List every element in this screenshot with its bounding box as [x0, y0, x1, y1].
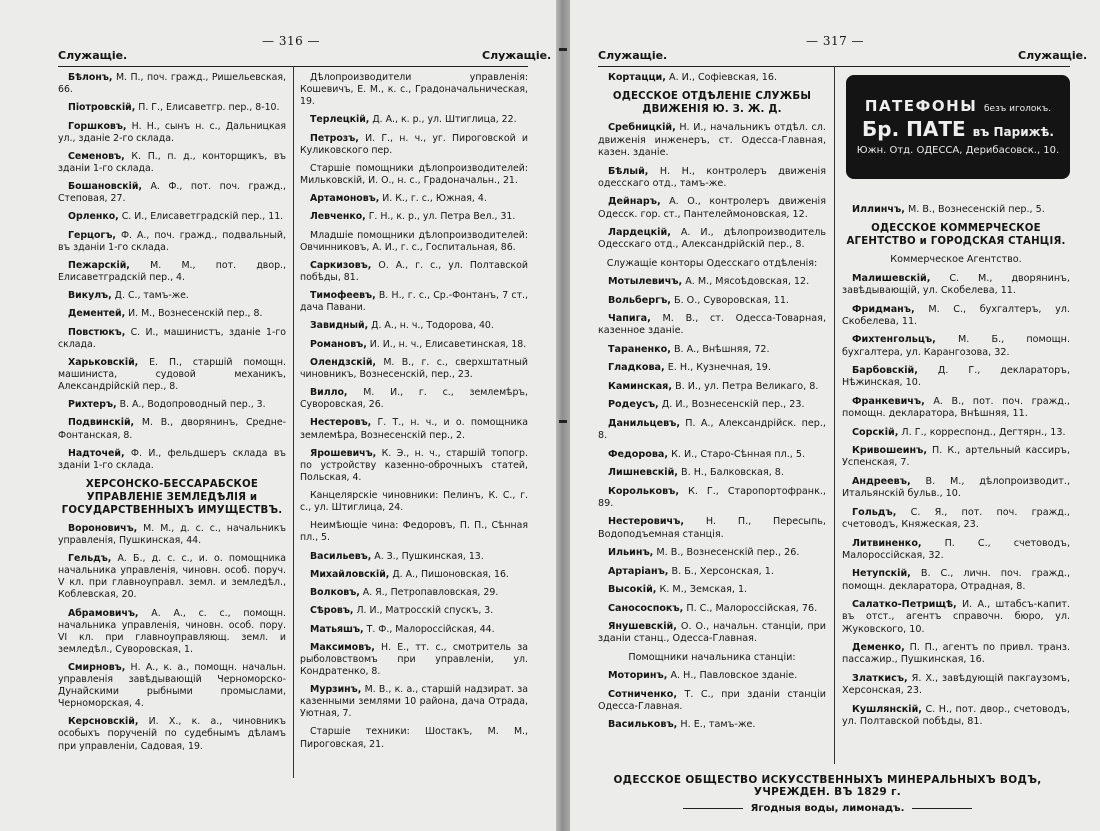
- entry-details: С. Я., пот. поч. гражд., счетоводъ, Княжеская, 23.: [842, 506, 1070, 531]
- entry-surname: Фихтенгольцъ,: [852, 334, 936, 346]
- mineral-water-footer: [585, 774, 1070, 814]
- footer-line-2: [585, 803, 1070, 814]
- directory-entry: [300, 605, 528, 617]
- directory-entry: [300, 339, 528, 351]
- footer-dash: [683, 808, 743, 809]
- directory-entry: [58, 448, 286, 472]
- entry-details: К. П., п. д., конторщикъ, въ зданіи 1-го склада.: [58, 150, 286, 174]
- entry-details: Ф. И., фельдшеръ склада въ зданіи 1-го склада.: [58, 447, 286, 471]
- left-column-1: [58, 72, 286, 759]
- directory-entry: [598, 449, 826, 461]
- entry-details: Л. Г., корреспонд., Дегтярн., 13.: [901, 426, 1066, 438]
- entry-surname: Ильинъ,: [608, 547, 654, 559]
- entry-surname: Подвинскій,: [68, 417, 135, 429]
- entry-surname: Родеусъ,: [608, 399, 659, 411]
- directory-entry: [300, 163, 528, 187]
- entry-details: С. М., дворянинъ, завѣдывающій, ул. Скобелева, 11.: [842, 272, 1070, 297]
- entry-surname: Повстюкъ,: [68, 326, 126, 338]
- entry-details: А. В., пот. поч. гражд., помощн. декларатора, Внѣшняя, 11.: [842, 395, 1070, 420]
- entry-details: М. П., поч. гражд., Ришельевская, 66.: [58, 72, 286, 96]
- directory-entry: [598, 227, 826, 252]
- entry-details: А. И., Софіевская, 16.: [669, 72, 778, 83]
- entry-surname: Мотылевичъ,: [608, 276, 683, 288]
- entry-surname: Бошановскій,: [68, 181, 142, 193]
- directory-entry: [300, 320, 528, 332]
- entry-surname: Янушевскій,: [608, 621, 677, 633]
- directory-entry: [300, 260, 528, 284]
- subsection-heading: Помощники начальника станціи:: [628, 651, 796, 663]
- entry-surname: Мурзинъ,: [310, 684, 362, 696]
- entry-details: В. А., Водопроводный пер., 3.: [119, 399, 266, 411]
- section-heading: ОДЕССКОЕ КОММЕРЧЕСКОЕ АГЕНТСТВО и ГОРОДСКАЯ СТАНЦІЯ.: [846, 223, 1066, 248]
- directory-entry: [300, 551, 528, 563]
- entry-details: С. Н., пот. двор., счетоводъ, ул. Полтавской побѣды, 81.: [842, 703, 1070, 728]
- entry-surname: Сорскій,: [852, 426, 899, 438]
- directory-entry: [842, 538, 1070, 563]
- entry-surname: Гладкова,: [608, 362, 665, 374]
- directory-entry: [58, 327, 286, 351]
- directory-entry: [598, 467, 826, 479]
- entry-details: С. И., машинистъ, зданіе 1-го склада.: [58, 326, 286, 350]
- entry-details: Дѣлопроизводители управленія: Кошевичъ, Е. М., к. с., Градоначальническая, 19.: [300, 72, 528, 108]
- entry-surname: Высокій,: [608, 584, 657, 596]
- entry-surname: Матьяшъ,: [310, 623, 364, 635]
- entry-details: Н. Е., тт. с., смотритель за рыболовствомъ при управленіи, ул. Кондратенко, 8.: [300, 641, 529, 677]
- entry-surname: Бѣлый,: [608, 165, 649, 177]
- entry-surname: Салатко-Петрищѣ,: [852, 599, 957, 611]
- ad-line-2-main: Бр. ПАТЕ: [862, 117, 966, 141]
- directory-entry: [598, 122, 826, 159]
- entry-details: В. М., дѣлопроизводит., Итальянскій бульв., 10.: [842, 475, 1070, 500]
- entry-details: П. Г., Елисаветгр. пер., 8-10.: [138, 102, 280, 114]
- ad-line-3: Южн. Отд. ОДЕССА, Дерибасовск., 10.: [856, 145, 1060, 156]
- left-page-number: — 316 —: [262, 34, 321, 48]
- entry-details: А. З., Пушкинская, 13.: [374, 550, 484, 562]
- ad-line-1: [846, 97, 1070, 115]
- entry-details: И. Г., н. ч., уг. Пироговской и Куликовского пер.: [300, 132, 529, 156]
- right-column-divider: [834, 66, 835, 764]
- directory-entry: [58, 553, 286, 601]
- entry-details: М. М., пот. двор., Елисаветградскій пер., 4.: [58, 259, 286, 283]
- directory-entry: [58, 662, 286, 710]
- entry-details: В. А., Внѣшняя, 72.: [673, 343, 770, 355]
- directory-entry: [842, 568, 1070, 593]
- entry-surname: Лардецкій,: [608, 227, 671, 239]
- entry-surname: Левченко,: [310, 211, 366, 223]
- directory-entry: [842, 396, 1070, 421]
- directory-entry: [300, 114, 528, 126]
- right-column-1: [598, 72, 826, 738]
- directory-entry: [58, 716, 286, 752]
- entry-details: М. М., д. с. с., начальникъ управленія, Пушкинская, 44.: [58, 523, 286, 547]
- entry-surname: Вороновичъ,: [68, 523, 138, 535]
- entry-details: Я. Х., завѣдующій пакгаузомъ, Херсонская, 23.: [842, 672, 1070, 697]
- entry-surname: Барбовскій,: [852, 365, 918, 377]
- entry-details: К. И., Старо-Сѣнная пл., 5.: [671, 448, 805, 460]
- directory-entry: [598, 418, 826, 443]
- entry-surname: Дементей,: [68, 308, 126, 320]
- entry-details: Д. А., Пишоновская, 16.: [392, 568, 509, 580]
- entry-surname: Смирновъ,: [68, 662, 126, 674]
- directory-entry: [598, 295, 826, 307]
- entry-surname: Абрамовичъ,: [68, 607, 139, 619]
- entry-surname: Керсновскій,: [68, 716, 139, 728]
- directory-entry: [598, 603, 826, 615]
- entry-details: М. В., дворянинъ, Средне-Фонтанская, 8.: [58, 417, 286, 441]
- entry-details: П. С., счетоводъ, Малороссійская, 32.: [842, 537, 1070, 561]
- entry-surname: Орленко,: [68, 211, 119, 223]
- right-header-left: Служащіе.: [598, 49, 668, 62]
- entry-details: Н. Н., контролеръ движенія одесскаго отд., тамъ-же.: [598, 165, 826, 189]
- entry-details: М. В., Вознесенскій пер., 26.: [656, 547, 800, 559]
- entry-details: И. А., штабсъ-капит. въ отст., агентъ справочн. бюро, ул. Жуковского, 10.: [842, 599, 1070, 635]
- right-page-number: — 317 —: [806, 34, 865, 48]
- entry-surname: Артамоновъ,: [310, 193, 380, 205]
- directory-entry: [598, 689, 826, 714]
- right-column-2: [842, 204, 1070, 735]
- entry-surname: Васильевъ,: [310, 550, 372, 562]
- entry-surname: Бѣлонъ,: [68, 72, 113, 83]
- entry-surname: Максимовъ,: [310, 641, 375, 653]
- entry-details: Т. С., при зданіи станціи Одесса-Главная.: [598, 688, 826, 712]
- entry-surname: Корольковъ,: [608, 485, 680, 497]
- entry-surname: Терлецкій,: [310, 114, 370, 126]
- entry-surname: Иллинчъ,: [852, 204, 905, 215]
- entry-surname: Завидный,: [310, 320, 369, 332]
- directory-entry: [598, 276, 826, 288]
- subsection-heading: Коммерческое Агентство.: [890, 254, 1022, 266]
- entry-details: Д. И., Вознесенскій пер., 23.: [661, 399, 805, 411]
- entry-surname: Санососпокъ,: [608, 602, 684, 614]
- entry-details: К. М., Земская, 1.: [659, 584, 748, 596]
- directory-entry: [58, 417, 286, 441]
- entry-surname: Викулъ,: [68, 290, 112, 302]
- entry-surname: Герцогъ,: [68, 229, 116, 241]
- entry-surname: Харьковскій,: [68, 356, 139, 368]
- entry-details: М. И., г. с., землемѣръ, Суворовская, 26.: [300, 387, 528, 411]
- directory-entry: [842, 204, 1070, 216]
- entry-surname: Ярошевичъ,: [310, 447, 377, 459]
- entry-details: Н. П., Пересыпь, Водоподъемная станція.: [598, 516, 826, 540]
- entry-details: М. В., к. а., старшій надзират. за казенными землями 10 района, дача Отрада, Уютная, 7.: [300, 684, 529, 720]
- entry-details: А. О., контролеръ движенія Одесск. гор. ст., Пантелеймоновская, 12.: [598, 196, 826, 220]
- entry-surname: Олендзскій,: [310, 356, 376, 368]
- entry-details: Старшіе помощники дѣлопроизводителей: Мильковскій, И. О., н. с., Градоначальн., 21.: [300, 162, 528, 186]
- directory-entry: [58, 181, 286, 205]
- directory-entry: [58, 357, 286, 393]
- footer-dash: [912, 808, 972, 809]
- directory-entry: [598, 381, 826, 393]
- entry-details: Н. Е., тамъ-же.: [680, 719, 756, 731]
- entry-surname: Піотровскій,: [68, 102, 136, 114]
- entry-surname: Горшковъ,: [68, 120, 127, 132]
- directory-entry: [598, 719, 826, 731]
- directory-entry: [300, 684, 528, 720]
- directory-entry: [58, 608, 286, 656]
- directory-entry: [598, 486, 826, 511]
- gutter-mark: [559, 48, 567, 51]
- entry-details: Младшіе помощники дѣлопроизводителей: Овчинниковъ, А. И., г. с., Госпитальная, 86.: [300, 229, 528, 253]
- entry-details: М. В., г. с., сверхштатный чиновникъ, Вознесенскій, пер., 23.: [300, 356, 529, 380]
- directory-entry: [300, 569, 528, 581]
- subsection-heading: Служащіе конторы Одесскаго отдѣленія:: [606, 257, 818, 269]
- entry-surname: Моторинъ,: [608, 670, 668, 682]
- ad-line-2: [846, 117, 1070, 141]
- directory-entry: [300, 417, 528, 441]
- entry-details: Ф. А., поч. гражд., подвальный, въ зданіи 1-го склада.: [58, 229, 286, 253]
- entry-surname: Пежарскій,: [68, 259, 130, 271]
- entry-details: Неимѣющіе чина: Федоровъ, П. П., Сѣнная пл., 5.: [300, 520, 528, 544]
- entry-details: А. Н., Павловское зданіе.: [670, 670, 798, 682]
- entry-surname: Сотниченко,: [608, 688, 678, 700]
- entry-details: А. М., Мясоѣдовская, 12.: [685, 276, 810, 288]
- directory-entry: [598, 196, 826, 221]
- directory-entry: [598, 566, 826, 578]
- directory-entry: [842, 704, 1070, 729]
- directory-entry: [58, 260, 286, 284]
- directory-entry: [58, 290, 286, 302]
- directory-entry: [300, 357, 528, 381]
- directory-entry: [842, 642, 1070, 667]
- entry-details: М. Б., помощн. бухгалтера, ул. Карангозова, 32.: [842, 334, 1070, 358]
- entry-details: К. Э., н. ч., старшій топогр. по устройству казенно-оброчныхъ статей, Польская, 4.: [300, 447, 528, 483]
- directory-entry: [842, 273, 1070, 298]
- directory-entry: [842, 599, 1070, 636]
- entry-details: Д. С., тамъ-же.: [114, 290, 189, 302]
- left-column-2: [300, 72, 528, 757]
- directory-entry: [842, 334, 1070, 359]
- directory-entry: [842, 507, 1070, 532]
- ad-line-1-main: ПАТЕФОНЫ: [864, 97, 978, 115]
- entry-details: И. Х., к. а., чиновникъ особыхъ порученій по судебнымъ дѣламъ при управленіи, Садовая, 19.: [58, 716, 286, 752]
- left-header-left: Служащіе.: [58, 49, 128, 62]
- entry-surname: Данильцевъ,: [608, 417, 681, 429]
- entry-details: Т. Ф., Малороссійская, 44.: [366, 623, 495, 635]
- entry-details: М. В., Вознесенскій пер., 5.: [907, 204, 1045, 215]
- entry-surname: Сребницкій,: [608, 122, 676, 134]
- entry-details: Е. П., старшій помощн. машиниста, судовой механикъ, Александрійскій пер., 8.: [58, 356, 286, 392]
- directory-entry: [598, 547, 826, 559]
- entry-surname: Кортацци,: [608, 72, 666, 83]
- entry-details: А. А., с. с., помощн. начальника управленія, чиновн. особ. пору. VI кл. при главноуправляющ. земл. и земледѣл., Суворовская, 1.: [58, 607, 286, 655]
- directory-entry: [842, 365, 1070, 390]
- entry-surname: Малишевскій,: [852, 272, 931, 284]
- entry-surname: Каминская,: [608, 380, 672, 392]
- pathe-advertisement: [846, 75, 1070, 179]
- entry-details: А. Я., Петропавловская, 29.: [362, 587, 499, 599]
- entry-details: В. И., ул. Петра Великаго, 8.: [675, 380, 819, 392]
- entry-details: И. К., г. с., Южная, 4.: [382, 193, 487, 205]
- entry-surname: Деменко,: [852, 642, 905, 654]
- entry-details: В. Н., г. с., Ср.-Фонтанъ, 7 ст., дача Павани.: [300, 290, 528, 314]
- directory-entry: [300, 211, 528, 223]
- directory-entry: [598, 621, 826, 646]
- entry-surname: Кушлянскій,: [852, 703, 922, 715]
- entry-surname: Нестеровичъ,: [608, 516, 684, 528]
- directory-entry: [58, 72, 286, 96]
- entry-surname: Надточей,: [68, 447, 125, 459]
- directory-entry: [300, 193, 528, 205]
- directory-entry: [300, 230, 528, 254]
- entry-details: Г. Т., н. ч., и о. помощника землемѣра, Вознесенскій пер., 2.: [300, 417, 528, 441]
- entry-details: П. А., Александрійск. пер., 8.: [598, 417, 826, 442]
- directory-entry: [598, 313, 826, 338]
- directory-entry: [58, 151, 286, 175]
- directory-entry: [300, 490, 528, 514]
- entry-surname: Рихтеръ,: [68, 399, 117, 411]
- entry-surname: Нетупскій,: [852, 568, 911, 580]
- entry-details: А. И., дѣлопроизводитель Одесскаго отд., Александрійскій пер., 8.: [598, 227, 826, 251]
- entry-details: В. Н., Балковская, 8.: [681, 467, 784, 479]
- entry-surname: Гольдъ,: [852, 506, 897, 518]
- directory-entry: [598, 516, 826, 541]
- directory-entry: [58, 102, 286, 114]
- directory-entry: [58, 230, 286, 254]
- entry-details: Д. А., н. ч., Тодорова, 40.: [371, 320, 494, 332]
- directory-entry: [300, 290, 528, 314]
- entry-surname: Литвиненко,: [852, 537, 922, 549]
- directory-entry: [598, 584, 826, 596]
- entry-details: Б. О., Суворовская, 11.: [674, 294, 789, 306]
- entry-surname: Семеновъ,: [68, 150, 125, 162]
- directory-entry: [300, 726, 528, 750]
- left-header-right: Служащіе.: [482, 49, 552, 62]
- entry-details: Н. И., начальникъ отдѣл. сл. движенія инженеръ, ст. Одесса-Главная, казен. зданіе.: [598, 122, 826, 159]
- entry-surname: Романовъ,: [310, 338, 367, 350]
- ad-line-1-small: безъ иголокъ.: [984, 104, 1052, 114]
- directory-entry: [842, 476, 1070, 501]
- entry-details: Г. Н., к. р., ул. Петра Вел., 31.: [368, 211, 516, 223]
- entry-details: О. О., начальн. станціи, при зданіи станц., Одесса-Главная.: [598, 621, 826, 645]
- left-column-divider: [293, 66, 294, 778]
- entry-surname: Гельдъ,: [68, 553, 112, 565]
- entry-details: В. Б., Херсонская, 1.: [671, 565, 774, 577]
- entry-surname: Тимофеевъ,: [310, 290, 376, 302]
- entry-details: Канцелярскіе чиновники: Пелинъ, К. С., г. с., ул. Штиглица, 24.: [300, 490, 528, 514]
- entry-details: Л. И., Матросскій спускъ, 3.: [356, 605, 494, 617]
- entry-details: Старшіе техники: Шостакъ, М. М., Пироговская, 21.: [300, 726, 528, 750]
- section-heading: ОДЕССКОЕ ОТДѢЛЕНІЕ СЛУЖБЫ ДВИЖЕНІЯ Ю. З. Ж. Д.: [612, 91, 812, 116]
- directory-entry: [842, 445, 1070, 470]
- entry-details: Д. Г., деклараторъ, Нѣжинская, 10.: [842, 365, 1070, 389]
- section-heading: ХЕРСОНСКО-БЕССАРАБСКОЕ УПРАВЛЕНІЕ ЗЕМЛЕДѢЛІЯ и ГОСУДАРСТВЕННЫХЪ ИМУЩЕСТВЪ.: [61, 479, 283, 517]
- entry-details: А. Ф., пот. поч. гражд., Степовая, 27.: [58, 181, 286, 205]
- directory-entry: [58, 399, 286, 411]
- entry-details: П. П., агентъ по привл. транз. пассажир., Пушкинская, 16.: [842, 642, 1070, 666]
- directory-entry: [300, 72, 528, 108]
- entry-surname: Михайловскій,: [310, 568, 390, 580]
- directory-entry: [842, 427, 1070, 439]
- directory-entry: [598, 670, 826, 682]
- entry-details: Н. А., к. а., помощн. начальн. управленія завѣдывающій Черноморско-Дунайскими рыбными промыслами, Черноморская, 4.: [58, 662, 286, 710]
- entry-surname: Волковъ,: [310, 587, 360, 599]
- entry-details: М. В., ст. Одесса-Товарная, казенное зданіе.: [598, 313, 826, 337]
- entry-details: Н. Н., сынъ н. с., Дальницкая ул., зданіе 2-го склада.: [58, 120, 286, 144]
- directory-entry: [300, 624, 528, 636]
- entry-surname: Федорова,: [608, 448, 669, 460]
- directory-entry: [58, 121, 286, 145]
- footer-line-2-text: Ягодныя воды, лимонадъ.: [750, 803, 905, 814]
- entry-surname: Тараненко,: [608, 343, 671, 355]
- footer-line-1: ОДЕССКОЕ ОБЩЕСТВО ИСКУССТВЕННЫХЪ МИНЕРАЛЬНЫХЪ ВОДЪ, УЧРЕЖДЕН. ВЪ 1829 г.: [613, 774, 1042, 798]
- entry-details: Д. А., к. р., ул. Штиглица, 22.: [372, 114, 517, 126]
- entry-surname: Фридманъ,: [852, 303, 915, 315]
- entry-details: И. М., Вознесенскій пер., 8.: [128, 308, 263, 320]
- directory-entry: [842, 673, 1070, 698]
- directory-entry: [300, 387, 528, 411]
- directory-entry: [300, 520, 528, 544]
- entry-surname: Нестеровъ,: [310, 417, 372, 429]
- entry-surname: Васильковъ,: [608, 719, 678, 731]
- entry-surname: Вольбергъ,: [608, 294, 671, 306]
- entry-surname: Кривошеинъ,: [852, 445, 927, 457]
- directory-entry: [58, 211, 286, 223]
- entry-surname: Златкисъ,: [852, 672, 908, 684]
- directory-entry: [842, 304, 1070, 329]
- directory-entry: [598, 72, 826, 84]
- entry-details: О. А., г. с., ул. Полтавской побѣды, 81.: [300, 259, 529, 283]
- entry-details: П. К., артельный кассиръ, Успенская, 7.: [842, 445, 1070, 469]
- book-gutter: [556, 0, 570, 831]
- directory-entry: [300, 587, 528, 599]
- entry-details: В. С., личн. поч. гражд., помощн. декларатора, Отрадная, 8.: [842, 568, 1070, 592]
- directory-entry: [598, 166, 826, 191]
- directory-entry: [598, 362, 826, 374]
- entry-surname: Петрозъ,: [310, 132, 359, 144]
- right-header-right: Служащіе.: [1018, 49, 1088, 62]
- entry-surname: Саркизовъ,: [310, 259, 372, 271]
- entry-details: М. С., бухгалтеръ, ул. Скобелева, 11.: [842, 303, 1070, 327]
- entry-surname: Дейнаръ,: [608, 196, 661, 208]
- entry-details: С. И., Елисаветградскій пер., 11.: [121, 211, 284, 223]
- entry-details: Е. Н., Кузнечная, 19.: [667, 362, 771, 374]
- entry-surname: Вилло,: [310, 387, 348, 399]
- directory-entry: [598, 344, 826, 356]
- directory-entry: [58, 523, 286, 547]
- entry-surname: Сѣровъ,: [310, 605, 354, 617]
- directory-entry: [300, 133, 528, 157]
- directory-entry: [300, 642, 528, 678]
- directory-entry: [300, 448, 528, 484]
- entry-surname: Артаріанъ,: [608, 565, 669, 577]
- entry-details: П. С., Малороссійская, 76.: [686, 602, 818, 614]
- directory-entry: [58, 308, 286, 320]
- gutter-mark: [559, 420, 567, 423]
- entry-surname: Чапига,: [608, 313, 651, 325]
- entry-details: И. И., н. ч., Елисаветинская, 18.: [369, 338, 527, 350]
- entry-surname: Андреевъ,: [852, 475, 911, 487]
- entry-details: К. Г., Старопортофранк., 89.: [598, 485, 826, 509]
- directory-entry: [598, 399, 826, 411]
- entry-details: А. Б., д. с. с., и. о. помощника начальника управленія, чиновн. особ. поруч. V кл. при главноуправл. земл. и земледѣл., Коблевская, 20.: [58, 553, 287, 601]
- entry-surname: Лишневскій,: [608, 467, 678, 479]
- entry-surname: Франкевичъ,: [852, 395, 925, 407]
- ad-line-2-small: въ Парижѣ.: [972, 125, 1054, 139]
